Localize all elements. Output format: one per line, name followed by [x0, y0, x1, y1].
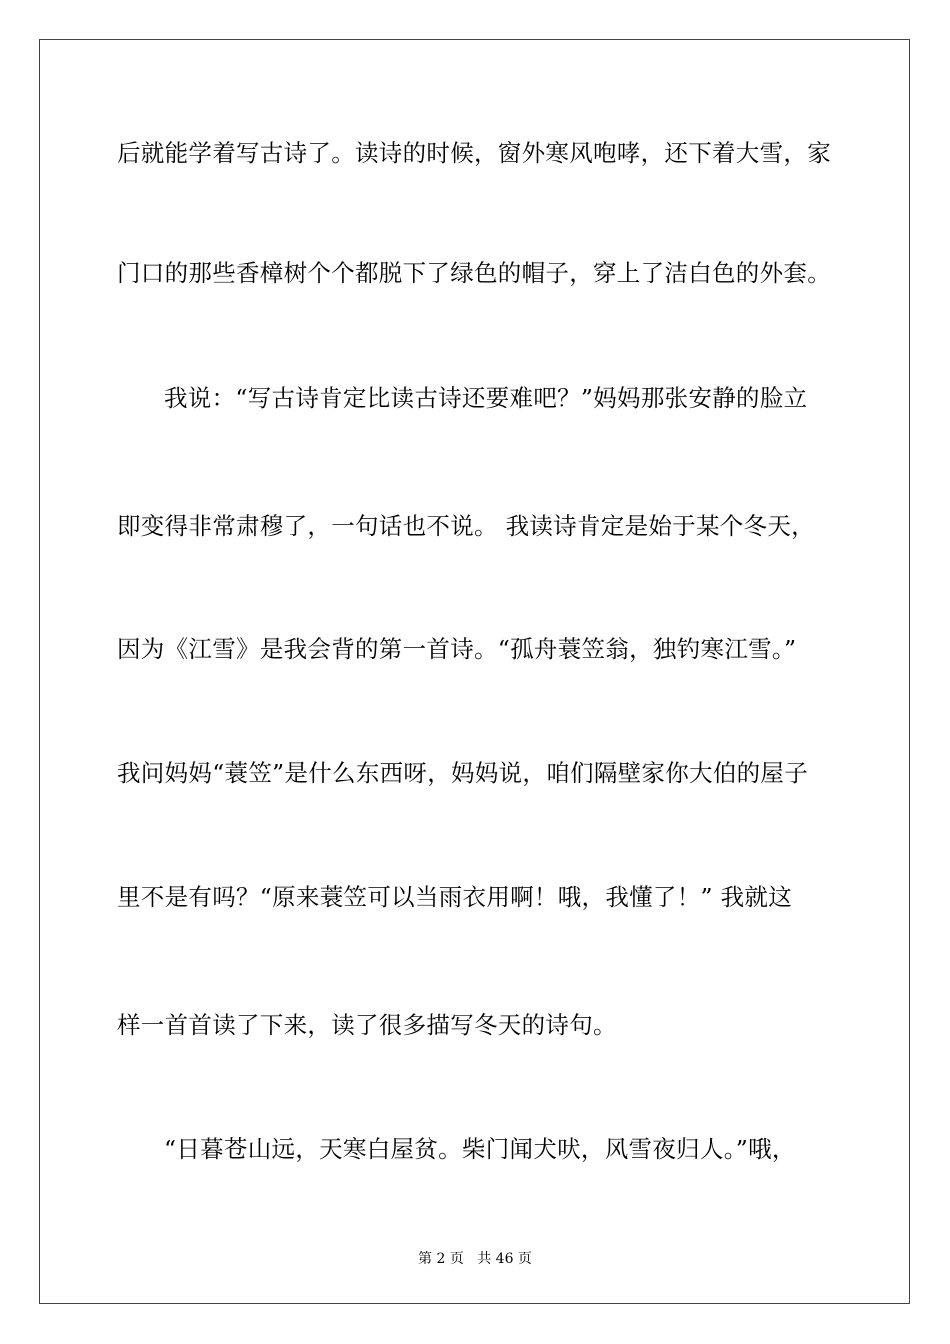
text-line: 因为《江雪》是我会背的第一首诗。“孤舟蓑笠翁，独钓寒江雪。”	[117, 635, 797, 663]
text-line: 后就能学着写古诗了。读诗的时候，窗外寒风咆哮，还下着大雪，家	[117, 139, 831, 167]
page-number: 第 2 页	[418, 1251, 464, 1267]
text-line: “日暮苍山远，天寒白屋贫。柴门闻犬吠，风雪夜归人。”哦，	[164, 1135, 796, 1163]
text-line: 里不是有吗？“原来蓑笠可以当雨衣用啊！哦，我懂了！” 我就这	[117, 883, 792, 911]
text-line: 门口的那些香樟树个个都脱下了绿色的帽子，穿上了洁白色的外套。	[117, 259, 831, 287]
page-total: 共 46 页	[477, 1251, 532, 1267]
text-line: 即变得非常肃穆了，一句话也不说。 我读诗肯定是始于某个冬天，	[117, 512, 815, 540]
text-line: 样一首首读了下来，读了很多描写冬天的诗句。	[117, 1011, 617, 1039]
text-line: 我问妈妈“蓑笠”是什么东西呀，妈妈说，咱们隔壁家你大伯的屋子	[117, 759, 809, 787]
page-footer	[0, 1248, 950, 1268]
page-border	[39, 39, 910, 1304]
text-line: 我说：“写古诗肯定比读古诗还要难吧？”妈妈那张安静的脸立	[164, 384, 808, 412]
